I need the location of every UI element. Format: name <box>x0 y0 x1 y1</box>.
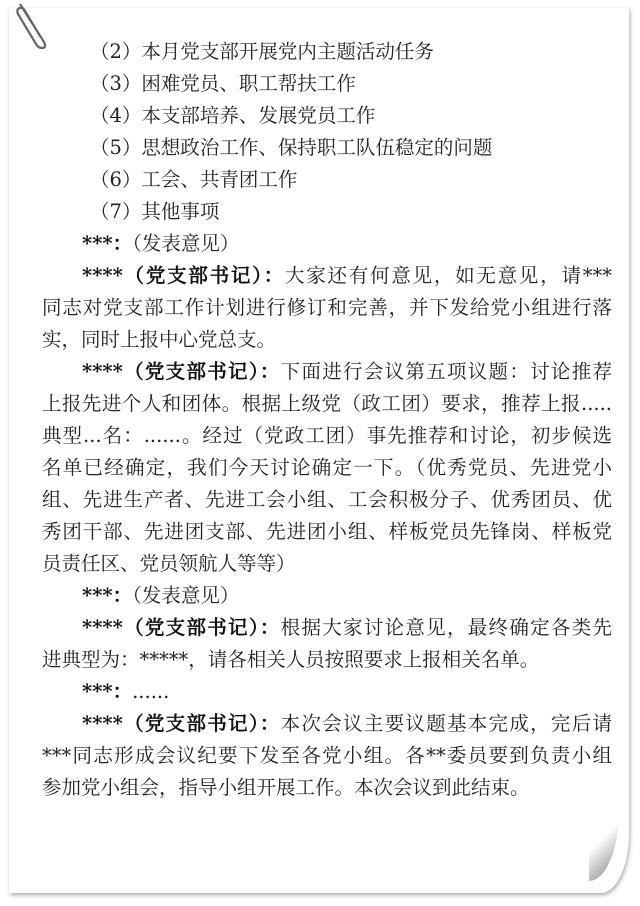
paragraph-line: 员责任区、党员领航人等等） <box>42 552 296 575</box>
agenda-item: （4）本支部培养、发展党员工作 <box>90 104 376 127</box>
paragraph-line: 上报先进个人和团体。根据上级党（政工团）要求，推荐上报..... <box>42 392 612 415</box>
agenda-item: （6）工会、共青团工作 <box>90 168 298 191</box>
paragraph <box>42 580 612 612</box>
speech: （发表意见） <box>132 232 240 255</box>
agenda-item: （7）其他事项 <box>90 200 220 223</box>
speaker: ***： <box>82 584 133 607</box>
paragraph-line: 同志对党支部工作计划进行修订和完善，并下发给党小组进行落 <box>42 296 612 319</box>
speech: 本次会议主要议题基本完成，完后请 <box>280 712 612 735</box>
speech: 根据大家讨论意见，最终确定各类先 <box>280 616 612 639</box>
paragraph-line: 参加党小组会，指导小组开展工作。本次会议到此结束。 <box>42 776 530 799</box>
speech: ...... <box>132 680 170 703</box>
paragraph-line <box>42 260 612 292</box>
speaker: ***： <box>82 680 133 703</box>
speaker: ****（党支部书记）： <box>82 264 285 287</box>
paragraph-line: 实，同时上报中心党总支。 <box>42 328 277 351</box>
agenda-item: （3）困难党员、职工帮扶工作 <box>90 72 356 95</box>
speaker: ****（党支部书记）： <box>82 616 281 639</box>
paragraph-line <box>42 356 612 388</box>
paragraph-line: 进典型为：*****，请各相关人员按照要求上报相关名单。 <box>42 648 540 671</box>
speech: （发表意见） <box>132 584 240 607</box>
speaker: ****（党支部书记）： <box>82 712 281 735</box>
document-body <box>42 36 612 804</box>
paragraph-line: 组、先进生产者、先进工会小组、工会积极分子、优秀团员、优 <box>42 488 612 511</box>
paragraph-line: 典型...名：......。经过（党政工团）事先推荐和讨论，初步候选 <box>42 424 612 447</box>
paragraph-line: ***同志形成会议纪要下发至各党小组。各**委员要到负责小组 <box>42 744 612 767</box>
speech: 大家还有何意见，如无意见，请*** <box>284 264 612 287</box>
speaker: ****（党支部书记）： <box>82 360 281 383</box>
paragraph <box>42 676 612 708</box>
paragraph-line: 名单已经确定，我们今天讨论确定一下。（优秀党员、先进党小 <box>42 456 612 479</box>
paragraph-line: 秀团干部、先进团支部、先进团小组、样板党员先锋岗、样板党 <box>42 520 612 543</box>
page-curl <box>589 811 619 881</box>
speech: 下面进行会议第五项议题：讨论推荐 <box>280 360 612 383</box>
paragraph <box>42 228 612 260</box>
paragraph-line <box>42 708 612 740</box>
speaker: ***： <box>82 232 133 255</box>
agenda-item: （2）本月党支部开展党内主题活动任务 <box>90 40 434 63</box>
paragraph-line <box>42 612 612 644</box>
agenda-item: （5）思想政治工作、保持职工队伍稳定的问题 <box>90 136 493 159</box>
